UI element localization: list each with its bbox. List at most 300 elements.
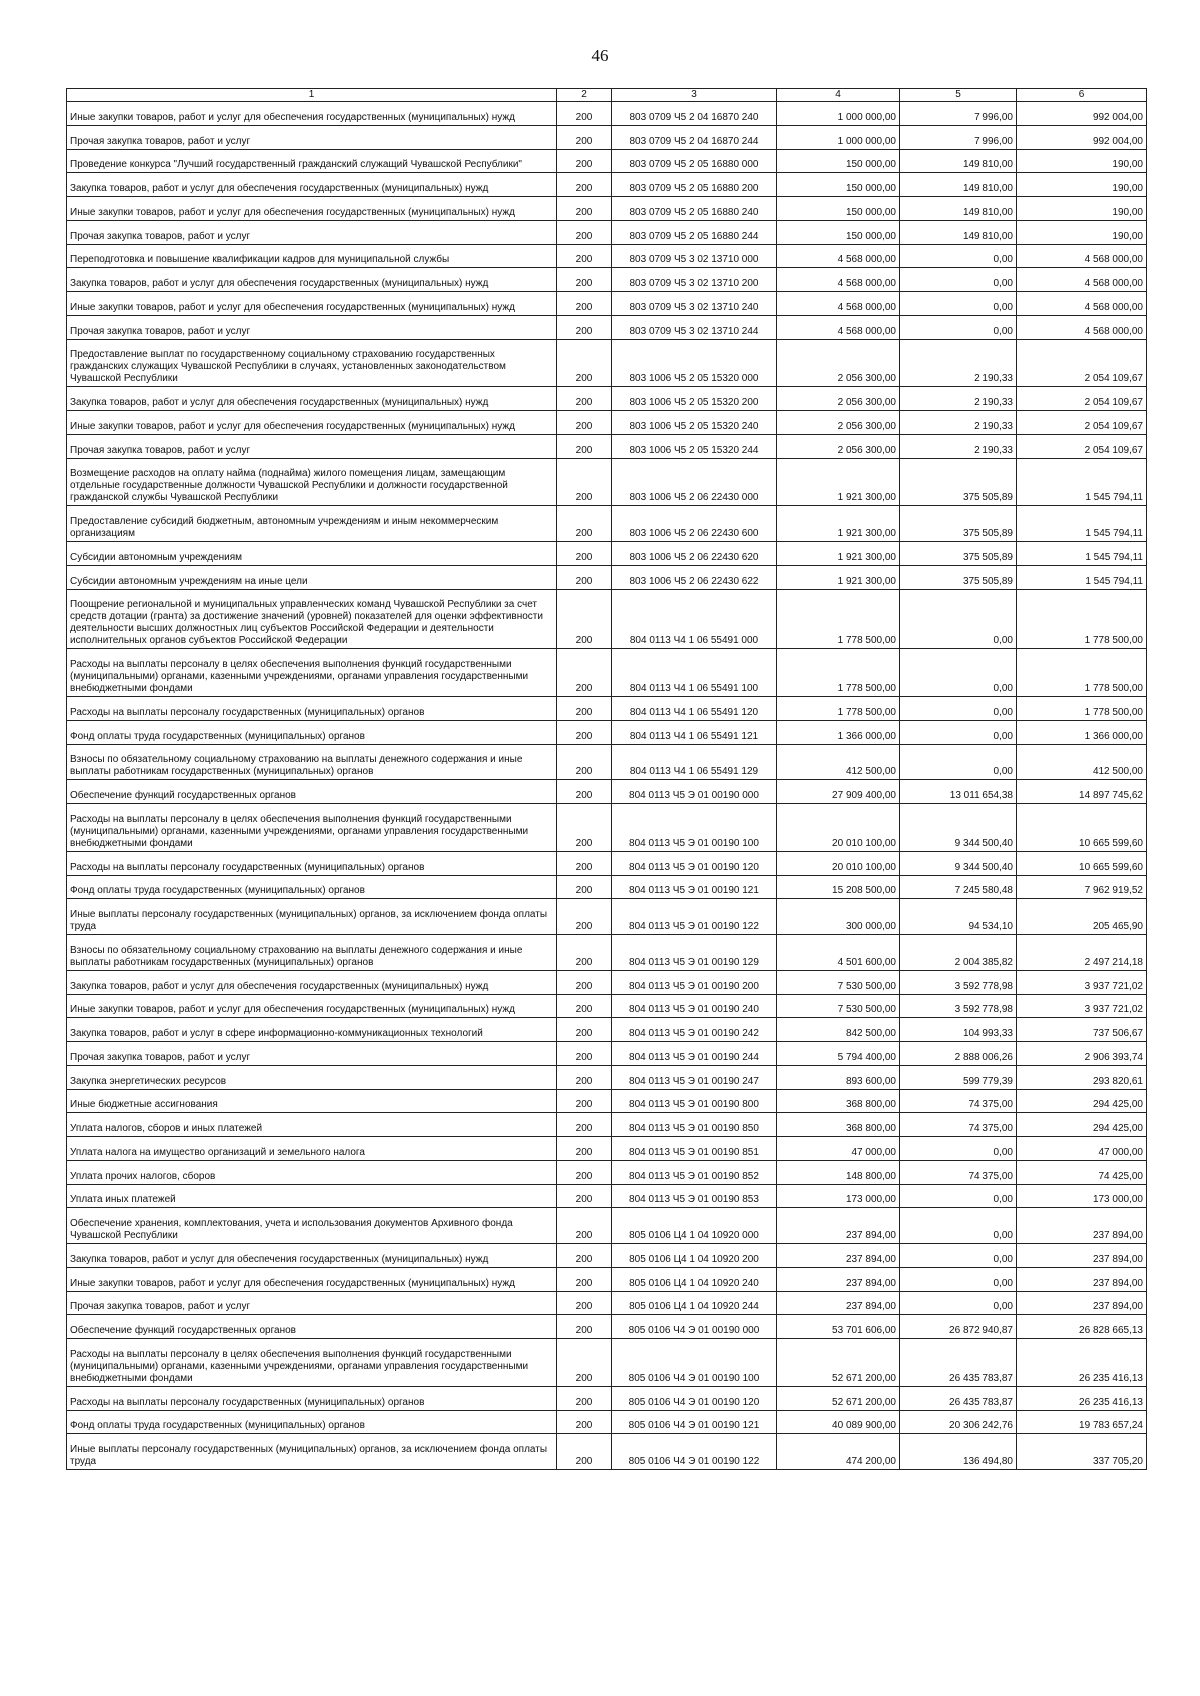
table-row [67,292,1147,316]
table-row [67,506,1147,542]
row-unexecuted-amount: 10 665 599,60 [1017,851,1147,875]
row-approved-amount: 15 208 500,00 [777,875,900,899]
row-budget-code: 803 1006 Ч5 2 05 15320 244 [612,434,777,458]
row-admin-code: 200 [557,1434,612,1470]
row-executed-amount: 2 004 385,82 [900,935,1017,971]
row-budget-code: 805 0106 Ц4 1 04 10920 244 [612,1291,777,1315]
row-executed-amount: 7 996,00 [900,125,1017,149]
row-name: Возмещение расходов на оплату найма (поднайма) жилого помещения лицам, замещающим отдельные государственные должности Чувашской Республики и должности государственной гражданской службы Чувашской Республики [67,458,557,506]
row-name: Субсидии автономным учреждениям [67,542,557,566]
row-unexecuted-amount: 4 568 000,00 [1017,268,1147,292]
row-unexecuted-amount: 237 894,00 [1017,1244,1147,1268]
table-row [67,1386,1147,1410]
row-executed-amount: 0,00 [900,697,1017,721]
row-unexecuted-amount: 4 568 000,00 [1017,315,1147,339]
row-admin-code: 200 [557,458,612,506]
row-unexecuted-amount: 2 054 109,67 [1017,387,1147,411]
row-unexecuted-amount: 19 783 657,24 [1017,1410,1147,1434]
row-unexecuted-amount: 337 705,20 [1017,1434,1147,1470]
table-row [67,339,1147,387]
row-executed-amount: 0,00 [900,315,1017,339]
table-row [67,851,1147,875]
row-budget-code: 805 0106 Ч4 Э 01 00190 121 [612,1410,777,1434]
row-executed-amount: 104 993,33 [900,1018,1017,1042]
table-row [67,804,1147,852]
row-budget-code: 804 0113 Ч5 Э 01 00190 000 [612,780,777,804]
table-row [67,1042,1147,1066]
row-approved-amount: 1 921 300,00 [777,565,900,589]
row-admin-code: 200 [557,780,612,804]
row-executed-amount: 0,00 [900,649,1017,697]
row-name: Закупка товаров, работ и услуг в сфере информационно-коммуникационных технологий [67,1018,557,1042]
row-unexecuted-amount: 26 828 665,13 [1017,1315,1147,1339]
table-row [67,1208,1147,1244]
table-row [67,173,1147,197]
row-budget-code: 803 1006 Ч5 2 05 15320 000 [612,339,777,387]
row-unexecuted-amount: 205 465,90 [1017,899,1147,935]
column-header: 5 [900,89,1017,102]
row-budget-code: 805 0106 Ч4 Э 01 00190 122 [612,1434,777,1470]
row-name: Предоставление субсидий бюджетным, автономным учреждениям и иным некоммерческим организациям [67,506,557,542]
table-row [67,542,1147,566]
row-approved-amount: 7 530 500,00 [777,994,900,1018]
row-unexecuted-amount: 190,00 [1017,173,1147,197]
row-budget-code: 804 0113 Ч4 1 06 55491 121 [612,720,777,744]
row-approved-amount: 1 000 000,00 [777,102,900,126]
row-unexecuted-amount: 3 937 721,02 [1017,970,1147,994]
table-row [67,649,1147,697]
row-admin-code: 200 [557,744,612,780]
row-budget-code: 803 0709 Ч5 2 05 16880 000 [612,149,777,173]
row-name: Предоставление выплат по государственному социальному страхованию государственных гражданских служащих Чувашской Республики в случаях, установленных законодательством Чувашской Республики [67,339,557,387]
row-name: Уплата налога на имущество организаций и земельного налога [67,1137,557,1161]
row-admin-code: 200 [557,851,612,875]
row-approved-amount: 150 000,00 [777,149,900,173]
row-executed-amount: 0,00 [900,292,1017,316]
header-row [67,89,1147,102]
row-executed-amount: 94 534,10 [900,899,1017,935]
row-executed-amount: 2 190,33 [900,434,1017,458]
row-executed-amount: 20 306 242,76 [900,1410,1017,1434]
row-executed-amount: 26 435 783,87 [900,1386,1017,1410]
table-row [67,1339,1147,1387]
row-executed-amount: 26 435 783,87 [900,1339,1017,1387]
table-row [67,1089,1147,1113]
row-admin-code: 200 [557,411,612,435]
row-executed-amount: 0,00 [900,244,1017,268]
row-approved-amount: 150 000,00 [777,197,900,221]
row-name: Уплата прочих налогов, сборов [67,1160,557,1184]
row-unexecuted-amount: 4 568 000,00 [1017,244,1147,268]
row-budget-code: 803 0709 Ч5 2 05 16880 200 [612,173,777,197]
table-row [67,1244,1147,1268]
row-admin-code: 200 [557,220,612,244]
row-executed-amount: 2 888 006,26 [900,1042,1017,1066]
row-unexecuted-amount: 294 425,00 [1017,1089,1147,1113]
budget-table [66,88,1147,1470]
row-approved-amount: 20 010 100,00 [777,804,900,852]
row-approved-amount: 4 568 000,00 [777,244,900,268]
row-admin-code: 200 [557,1244,612,1268]
row-budget-code: 804 0113 Ч5 Э 01 00190 247 [612,1065,777,1089]
row-executed-amount: 375 505,89 [900,542,1017,566]
table-row [67,434,1147,458]
row-budget-code: 803 0709 Ч5 3 02 13710 200 [612,268,777,292]
row-executed-amount: 149 810,00 [900,197,1017,221]
table-row [67,1315,1147,1339]
row-admin-code: 200 [557,1137,612,1161]
table-row [67,1184,1147,1208]
row-executed-amount: 0,00 [900,1291,1017,1315]
row-unexecuted-amount: 1 778 500,00 [1017,649,1147,697]
row-budget-code: 804 0113 Ч5 Э 01 00190 850 [612,1113,777,1137]
row-executed-amount: 0,00 [900,589,1017,649]
row-approved-amount: 1 366 000,00 [777,720,900,744]
row-unexecuted-amount: 237 894,00 [1017,1208,1147,1244]
table-row [67,994,1147,1018]
row-unexecuted-amount: 2 054 109,67 [1017,411,1147,435]
row-unexecuted-amount: 26 235 416,13 [1017,1386,1147,1410]
row-name: Поощрение региональной и муниципальных управленческих команд Чувашской Республики за счет средств дотации (гранта) за достижение значений (уровней) показателей для оценки эффективности деятельности высших должностных лиц субъектов Российской Федерации и деятельности исполнительных органов субъектов Российской Федерации [67,589,557,649]
row-name: Уплата иных платежей [67,1184,557,1208]
row-executed-amount: 0,00 [900,268,1017,292]
row-budget-code: 804 0113 Ч5 Э 01 00190 853 [612,1184,777,1208]
row-approved-amount: 52 671 200,00 [777,1386,900,1410]
row-budget-code: 804 0113 Ч5 Э 01 00190 121 [612,875,777,899]
table-row [67,411,1147,435]
row-approved-amount: 368 800,00 [777,1089,900,1113]
row-budget-code: 804 0113 Ч5 Э 01 00190 244 [612,1042,777,1066]
row-admin-code: 200 [557,875,612,899]
row-budget-code: 804 0113 Ч5 Э 01 00190 240 [612,994,777,1018]
table-row [67,1137,1147,1161]
row-name: Фонд оплаты труда государственных (муниципальных) органов [67,720,557,744]
row-unexecuted-amount: 237 894,00 [1017,1291,1147,1315]
row-admin-code: 200 [557,434,612,458]
row-approved-amount: 368 800,00 [777,1113,900,1137]
row-name: Прочая закупка товаров, работ и услуг [67,434,557,458]
row-approved-amount: 5 794 400,00 [777,1042,900,1066]
row-budget-code: 803 0709 Ч5 3 02 13710 000 [612,244,777,268]
row-executed-amount: 9 344 500,40 [900,851,1017,875]
table-row [67,458,1147,506]
row-admin-code: 200 [557,102,612,126]
row-approved-amount: 7 530 500,00 [777,970,900,994]
row-name: Обеспечение функций государственных органов [67,1315,557,1339]
table-row [67,102,1147,126]
row-budget-code: 803 1006 Ч5 2 06 22430 622 [612,565,777,589]
row-admin-code: 200 [557,1018,612,1042]
row-budget-code: 804 0113 Ч4 1 06 55491 000 [612,589,777,649]
column-header: 1 [67,89,557,102]
row-admin-code: 200 [557,1042,612,1066]
row-budget-code: 804 0113 Ч5 Э 01 00190 851 [612,1137,777,1161]
row-approved-amount: 237 894,00 [777,1267,900,1291]
table-row [67,720,1147,744]
column-header: 4 [777,89,900,102]
row-admin-code: 200 [557,387,612,411]
row-name: Переподготовка и повышение квалификации кадров для муниципальной службы [67,244,557,268]
row-name: Расходы на выплаты персоналу государственных (муниципальных) органов [67,1386,557,1410]
row-budget-code: 803 1006 Ч5 2 05 15320 240 [612,411,777,435]
row-approved-amount: 1 778 500,00 [777,649,900,697]
row-approved-amount: 4 568 000,00 [777,268,900,292]
table-row [67,315,1147,339]
row-unexecuted-amount: 737 506,67 [1017,1018,1147,1042]
row-executed-amount: 2 190,33 [900,387,1017,411]
row-budget-code: 805 0106 Ч4 Э 01 00190 120 [612,1386,777,1410]
row-executed-amount: 26 872 940,87 [900,1315,1017,1339]
row-name: Иные закупки товаров, работ и услуг для обеспечения государственных (муниципальных) нужд [67,292,557,316]
row-admin-code: 200 [557,1208,612,1244]
row-unexecuted-amount: 3 937 721,02 [1017,994,1147,1018]
row-executed-amount: 74 375,00 [900,1113,1017,1137]
row-approved-amount: 53 701 606,00 [777,1315,900,1339]
row-budget-code: 804 0113 Ч4 1 06 55491 120 [612,697,777,721]
row-approved-amount: 27 909 400,00 [777,780,900,804]
row-unexecuted-amount: 2 054 109,67 [1017,434,1147,458]
table-row [67,1434,1147,1470]
row-approved-amount: 412 500,00 [777,744,900,780]
row-approved-amount: 474 200,00 [777,1434,900,1470]
row-name: Расходы на выплаты персоналу в целях обеспечения выполнения функций государственными (муниципальными) органами, казенными учреждениями, органами управления государственными внебюджетными фондами [67,649,557,697]
table-row [67,899,1147,935]
row-unexecuted-amount: 2 906 393,74 [1017,1042,1147,1066]
row-name: Иные закупки товаров, работ и услуг для обеспечения государственных (муниципальных) нужд [67,411,557,435]
row-executed-amount: 2 190,33 [900,411,1017,435]
row-budget-code: 804 0113 Ч5 Э 01 00190 122 [612,899,777,935]
row-approved-amount: 1 000 000,00 [777,125,900,149]
row-executed-amount: 149 810,00 [900,220,1017,244]
row-name: Расходы на выплаты персоналу государственных (муниципальных) органов [67,697,557,721]
row-admin-code: 200 [557,804,612,852]
row-unexecuted-amount: 294 425,00 [1017,1113,1147,1137]
row-admin-code: 200 [557,1065,612,1089]
row-name: Иные выплаты персоналу государственных (муниципальных) органов, за исключением фонда оплаты труда [67,1434,557,1470]
row-budget-code: 804 0113 Ч5 Э 01 00190 800 [612,1089,777,1113]
table-row [67,244,1147,268]
row-admin-code: 200 [557,244,612,268]
row-budget-code: 803 0709 Ч5 2 04 16870 244 [612,125,777,149]
table-row [67,744,1147,780]
row-budget-code: 804 0113 Ч4 1 06 55491 129 [612,744,777,780]
row-approved-amount: 2 056 300,00 [777,339,900,387]
row-name: Уплата налогов, сборов и иных платежей [67,1113,557,1137]
table-row [67,780,1147,804]
row-approved-amount: 2 056 300,00 [777,387,900,411]
row-approved-amount: 47 000,00 [777,1137,900,1161]
row-executed-amount: 0,00 [900,720,1017,744]
row-budget-code: 804 0113 Ч5 Э 01 00190 120 [612,851,777,875]
table-row [67,1267,1147,1291]
row-admin-code: 200 [557,1410,612,1434]
row-admin-code: 200 [557,125,612,149]
row-unexecuted-amount: 293 820,61 [1017,1065,1147,1089]
row-name: Закупка энергетических ресурсов [67,1065,557,1089]
row-approved-amount: 2 056 300,00 [777,411,900,435]
row-unexecuted-amount: 1 778 500,00 [1017,589,1147,649]
row-unexecuted-amount: 173 000,00 [1017,1184,1147,1208]
table-row [67,125,1147,149]
row-unexecuted-amount: 10 665 599,60 [1017,804,1147,852]
row-name: Взносы по обязательному социальному страхованию на выплаты денежного содержания и иные выплаты работникам государственных (муниципальных) органов [67,935,557,971]
row-budget-code: 805 0106 Ц4 1 04 10920 240 [612,1267,777,1291]
row-budget-code: 804 0113 Ч5 Э 01 00190 200 [612,970,777,994]
row-executed-amount: 74 375,00 [900,1160,1017,1184]
row-unexecuted-amount: 992 004,00 [1017,125,1147,149]
row-budget-code: 803 0709 Ч5 3 02 13710 240 [612,292,777,316]
table-row [67,589,1147,649]
row-name: Прочая закупка товаров, работ и услуг [67,315,557,339]
row-unexecuted-amount: 14 897 745,62 [1017,780,1147,804]
row-executed-amount: 0,00 [900,1137,1017,1161]
row-name: Обеспечение функций государственных органов [67,780,557,804]
row-name: Иные закупки товаров, работ и услуг для обеспечения государственных (муниципальных) нужд [67,994,557,1018]
row-name: Расходы на выплаты персоналу государственных (муниципальных) органов [67,851,557,875]
row-unexecuted-amount: 1 778 500,00 [1017,697,1147,721]
row-approved-amount: 300 000,00 [777,899,900,935]
row-approved-amount: 1 921 300,00 [777,506,900,542]
row-admin-code: 200 [557,994,612,1018]
row-admin-code: 200 [557,197,612,221]
row-budget-code: 805 0106 Ц4 1 04 10920 200 [612,1244,777,1268]
row-admin-code: 200 [557,1089,612,1113]
table-row [67,268,1147,292]
row-executed-amount: 0,00 [900,1244,1017,1268]
row-budget-code: 805 0106 Ч4 Э 01 00190 100 [612,1339,777,1387]
row-unexecuted-amount: 190,00 [1017,197,1147,221]
row-admin-code: 200 [557,935,612,971]
row-executed-amount: 3 592 778,98 [900,970,1017,994]
row-budget-code: 803 0709 Ч5 3 02 13710 244 [612,315,777,339]
row-admin-code: 200 [557,542,612,566]
row-budget-code: 803 0709 Ч5 2 04 16870 240 [612,102,777,126]
table-body [67,102,1147,1470]
row-approved-amount: 2 056 300,00 [777,434,900,458]
row-name: Фонд оплаты труда государственных (муниципальных) органов [67,1410,557,1434]
row-name: Иные закупки товаров, работ и услуг для обеспечения государственных (муниципальных) нужд [67,197,557,221]
row-budget-code: 803 0709 Ч5 2 05 16880 240 [612,197,777,221]
page-number: 46 [591,46,609,65]
row-budget-code: 804 0113 Ч4 1 06 55491 100 [612,649,777,697]
row-approved-amount: 4 501 600,00 [777,935,900,971]
row-approved-amount: 40 089 900,00 [777,1410,900,1434]
table-row [67,220,1147,244]
row-name: Расходы на выплаты персоналу в целях обеспечения выполнения функций государственными (муниципальными) органами, казенными учреждениями, органами управления государственными внебюджетными фондами [67,1339,557,1387]
row-approved-amount: 842 500,00 [777,1018,900,1042]
row-budget-code: 803 0709 Ч5 2 05 16880 244 [612,220,777,244]
row-name: Иные закупки товаров, работ и услуг для обеспечения государственных (муниципальных) нужд [67,1267,557,1291]
row-approved-amount: 173 000,00 [777,1184,900,1208]
row-admin-code: 200 [557,1386,612,1410]
row-admin-code: 200 [557,292,612,316]
row-unexecuted-amount: 412 500,00 [1017,744,1147,780]
row-executed-amount: 7 996,00 [900,102,1017,126]
row-admin-code: 200 [557,506,612,542]
row-executed-amount: 0,00 [900,1267,1017,1291]
row-admin-code: 200 [557,149,612,173]
row-admin-code: 200 [557,1315,612,1339]
row-admin-code: 200 [557,1184,612,1208]
row-unexecuted-amount: 47 000,00 [1017,1137,1147,1161]
row-executed-amount: 74 375,00 [900,1089,1017,1113]
row-name: Прочая закупка товаров, работ и услуг [67,125,557,149]
row-budget-code: 803 1006 Ч5 2 06 22430 600 [612,506,777,542]
row-unexecuted-amount: 74 425,00 [1017,1160,1147,1184]
row-budget-code: 804 0113 Ч5 Э 01 00190 100 [612,804,777,852]
row-admin-code: 200 [557,970,612,994]
row-admin-code: 200 [557,268,612,292]
row-executed-amount: 7 245 580,48 [900,875,1017,899]
row-name: Прочая закупка товаров, работ и услуг [67,1042,557,1066]
row-admin-code: 200 [557,649,612,697]
row-approved-amount: 1 921 300,00 [777,542,900,566]
table-row [67,697,1147,721]
row-name: Расходы на выплаты персоналу в целях обеспечения выполнения функций государственными (муниципальными) органами, казенными учреждениями, органами управления государственными внебюджетными фондами [67,804,557,852]
table-row [67,1291,1147,1315]
row-executed-amount: 599 779,39 [900,1065,1017,1089]
row-approved-amount: 1 921 300,00 [777,458,900,506]
table-row [67,387,1147,411]
row-admin-code: 200 [557,720,612,744]
row-executed-amount: 375 505,89 [900,565,1017,589]
row-budget-code: 803 1006 Ч5 2 06 22430 620 [612,542,777,566]
row-budget-code: 804 0113 Ч5 Э 01 00190 852 [612,1160,777,1184]
column-header: 2 [557,89,612,102]
row-admin-code: 200 [557,1113,612,1137]
row-unexecuted-amount: 237 894,00 [1017,1267,1147,1291]
row-approved-amount: 893 600,00 [777,1065,900,1089]
row-unexecuted-amount: 1 545 794,11 [1017,458,1147,506]
row-name: Иные закупки товаров, работ и услуг для обеспечения государственных (муниципальных) нужд [67,102,557,126]
row-unexecuted-amount: 190,00 [1017,220,1147,244]
row-admin-code: 200 [557,697,612,721]
row-name: Взносы по обязательному социальному страхованию на выплаты денежного содержания и иные выплаты работникам государственных (муниципальных) органов [67,744,557,780]
row-name: Прочая закупка товаров, работ и услуг [67,1291,557,1315]
row-approved-amount: 1 778 500,00 [777,589,900,649]
row-unexecuted-amount: 4 568 000,00 [1017,292,1147,316]
table-row [67,970,1147,994]
row-admin-code: 200 [557,565,612,589]
row-name: Субсидии автономным учреждениям на иные цели [67,565,557,589]
row-unexecuted-amount: 1 545 794,11 [1017,506,1147,542]
row-unexecuted-amount: 190,00 [1017,149,1147,173]
row-budget-code: 805 0106 Ц4 1 04 10920 000 [612,1208,777,1244]
table-row [67,875,1147,899]
row-approved-amount: 20 010 100,00 [777,851,900,875]
row-unexecuted-amount: 7 962 919,52 [1017,875,1147,899]
row-executed-amount: 0,00 [900,1208,1017,1244]
row-admin-code: 200 [557,1339,612,1387]
row-budget-code: 803 1006 Ч5 2 05 15320 200 [612,387,777,411]
row-budget-code: 803 1006 Ч5 2 06 22430 000 [612,458,777,506]
row-executed-amount: 375 505,89 [900,458,1017,506]
row-unexecuted-amount: 992 004,00 [1017,102,1147,126]
row-admin-code: 200 [557,899,612,935]
row-executed-amount: 149 810,00 [900,173,1017,197]
row-budget-code: 804 0113 Ч5 Э 01 00190 129 [612,935,777,971]
row-admin-code: 200 [557,1291,612,1315]
row-budget-code: 804 0113 Ч5 Э 01 00190 242 [612,1018,777,1042]
row-executed-amount: 375 505,89 [900,506,1017,542]
row-approved-amount: 1 778 500,00 [777,697,900,721]
row-name: Прочая закупка товаров, работ и услуг [67,220,557,244]
table-row [67,197,1147,221]
table-row [67,1065,1147,1089]
column-header: 3 [612,89,777,102]
row-approved-amount: 148 800,00 [777,1160,900,1184]
row-admin-code: 200 [557,589,612,649]
